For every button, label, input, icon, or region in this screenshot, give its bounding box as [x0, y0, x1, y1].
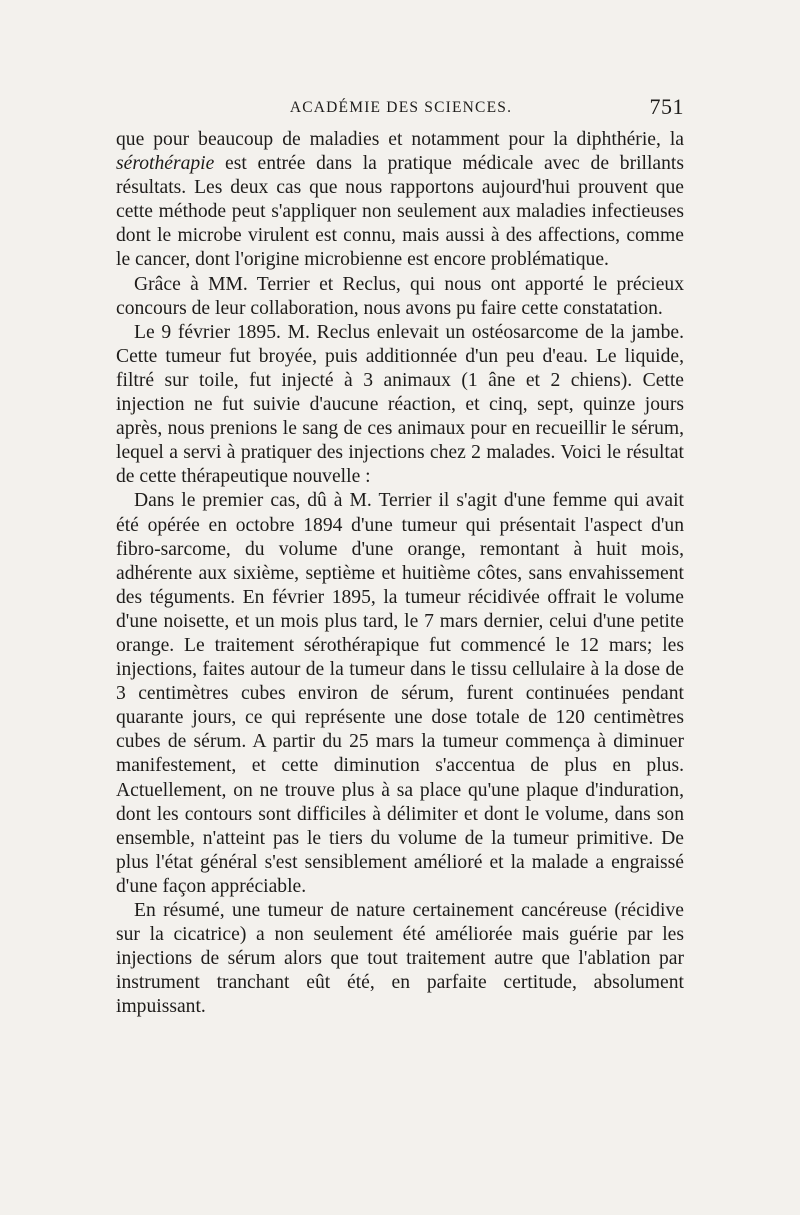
paragraph-summary: En résumé, une tumeur de nature certainement cancéreuse (récidive sur la cicatrice) a non seulement été améliorée mais guérie par les injections de sérum alors que tout traitement autre que l'ablation par instrument tranchant eût été, en parfaite certitude, absolument impuissant.	[116, 900, 684, 1018]
paragraph-1-text-after: est entrée dans la pratique médicale avec de brillants résultats. Les deux cas que nous rapportons aujourd'hui prouvent que cette méthode peut s'appliquer non seulement aux maladies infectieuses dont le microbe virulent est connu, mais aussi à des affections, comme le cancer, dont l'origine microbienne est encore problématique.	[116, 153, 684, 271]
paragraph-1-text-before: que pour beaucoup de maladies et notamment pour la diphthérie, la	[116, 129, 684, 150]
emphasis-serotherapie: sérothérapie	[116, 153, 215, 175]
paragraph-acknowledgement: Grâce à MM. Terrier et Reclus, qui nous ont apporté le précieux concours de leur collaboration, nous avons pu faire cette constatation.	[116, 273, 684, 319]
running-head: ACADÉMIE DES SCIENCES.	[289, 99, 513, 116]
paragraph-first-case: Dans le premier cas, dû à M. Terrier il s'agit d'une femme qui avait été opérée en octobre 1894 d'une tumeur qui présentait l'aspect d'un fibro-sarcome, du volume d'une orange, remontant à huit mois, adhérente aux sixième, septième et huitième côtes, sans envahissement des téguments. En février 1895, la tumeur récidivée offrait le volume d'une noisette, et un mois plus tard, le 7 mars dernier, celui d'une petite orange. Le traitement sérothérapique fut commencé le 12 mars; les injections, faites autour de la tumeur dans le tissu cellulaire à la dose de 3 centimètres cubes environ de sérum, furent continuées pendant quarante jours, ce qui représente une dose totale de 120 centimètres cubes de sérum. A partir du 25 mars la tumeur commença à diminuer manifestement, et cette diminution s'accentua de plus en plus. Actuellement, on ne trouve plus à sa place qu'une plaque d'induration, dont les contours sont difficiles à délimiter et dont le volume, dans son ensemble, n'atteint pas le tiers du volume de la tumeur primitive. De plus l'état général s'est sensiblement amélioré et la malade a engraissé d'une façon appréciable.	[116, 490, 684, 897]
page-header	[116, 96, 686, 126]
page-number: 751	[649, 94, 684, 119]
body-text	[116, 128, 684, 1019]
paragraph-method: Le 9 février 1895. M. Reclus enlevait un ostéosarcome de la jambe. Cette tumeur fut broyée, puis additionnée d'un peu d'eau. Le liquide, filtré sur toile, fut injecté à 3 animaux (1 âne et 2 chiens). Cette injection ne fut suivie d'aucune réaction, et cinq, sept, quinze jours après, nous prenions le sang de ces animaux pour en recueillir le sérum, lequel a servi à pratiquer des injections chez 2 malades. Voici le résultat de cette thérapeutique nouvelle :	[116, 321, 684, 488]
paragraph-continued	[116, 128, 684, 273]
